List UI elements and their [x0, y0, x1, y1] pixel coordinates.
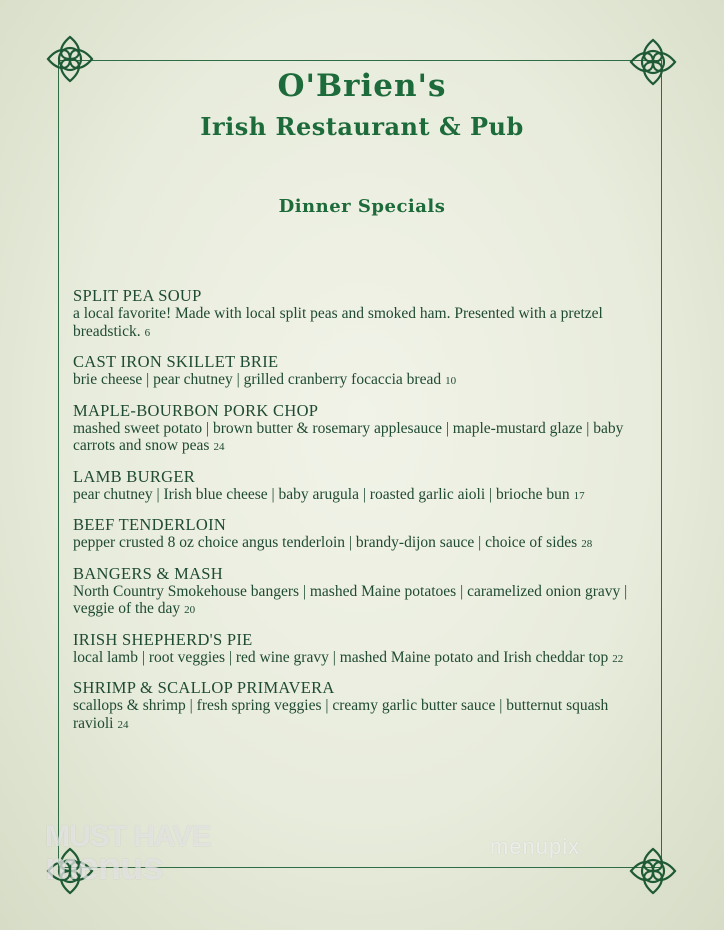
- item-description: [73, 534, 653, 554]
- item-description-text: local lamb | root veggies | red wine gravy | mashed Maine potato and Irish cheddar top: [73, 648, 609, 666]
- item-price: 10: [445, 375, 457, 387]
- menu-list: [73, 286, 653, 744]
- item-name: CAST IRON SKILLET BRIE: [73, 352, 279, 371]
- item-price: 17: [573, 489, 585, 502]
- item-description: [73, 371, 653, 391]
- item-description-text: scallops & shrimp | fresh spring veggies | creamy garlic butter sauce | butternut squash ravioli: [73, 697, 609, 732]
- celtic-knot-icon: [627, 845, 679, 897]
- item-name: SHRIMP & SCALLOP PRIMAVERA: [73, 678, 335, 697]
- item-name: LAMB BURGER: [73, 466, 196, 486]
- item-description: [73, 305, 653, 342]
- item-price: 20: [184, 604, 196, 616]
- watermark-menus: menus: [45, 846, 163, 888]
- item-description-text: pepper crusted 8 oz choice angus tenderloin | brandy-dijon sauce | choice of sides: [73, 534, 578, 551]
- item-price: 24: [213, 441, 225, 453]
- menu-item: [73, 630, 653, 669]
- item-name: BANGERS & MASH: [73, 563, 223, 583]
- restaurant-subtitle: Irish Restaurant & Pub: [200, 112, 524, 141]
- item-description: [73, 583, 653, 620]
- item-description: [73, 649, 653, 669]
- item-description: [73, 697, 653, 734]
- item-description: [73, 486, 653, 506]
- item-description: [73, 420, 653, 457]
- item-name: SPLIT PEA SOUP: [73, 286, 202, 305]
- watermark-musthave: MUST HAVE: [45, 820, 211, 853]
- menu-item: [73, 515, 653, 554]
- menu-item: [73, 401, 653, 457]
- item-name: IRISH SHEPHERD'S PIE: [73, 629, 253, 649]
- item-description-text: pear chutney | Irish blue cheese | baby arugula | roasted garlic aioli | brioche bun: [73, 485, 570, 503]
- menu-item: [73, 564, 653, 620]
- item-price: 24: [117, 718, 129, 731]
- watermark-menupix: menupix: [490, 834, 581, 859]
- item-description-text: brie cheese | pear chutney | grilled cranberry focaccia bread: [73, 371, 442, 388]
- item-price: 28: [581, 538, 593, 550]
- section-title: Dinner Specials: [278, 196, 446, 217]
- item-description-text: North Country Smokehouse bangers | mashed Maine potatoes | caramelized onion gravy | veggie of the day: [73, 582, 628, 617]
- restaurant-name: O'Brien's: [277, 68, 447, 104]
- menu-item: [73, 352, 653, 391]
- item-description-text: mashed sweet potato | brown butter & rosemary applesauce | maple-mustard glaze | baby carrots and snow peas: [73, 419, 624, 454]
- item-price: 22: [612, 652, 624, 665]
- menu-item: [73, 286, 653, 342]
- menu-item: [73, 678, 653, 734]
- item-name: BEEF TENDERLOIN: [73, 515, 227, 534]
- menu-item: [73, 467, 653, 506]
- item-description-text: a local favorite! Made with local split peas and smoked ham. Presented with a pretzel breadstick.: [73, 305, 603, 340]
- item-price: 6: [144, 326, 151, 339]
- item-name: MAPLE-BOURBON PORK CHOP: [73, 400, 319, 420]
